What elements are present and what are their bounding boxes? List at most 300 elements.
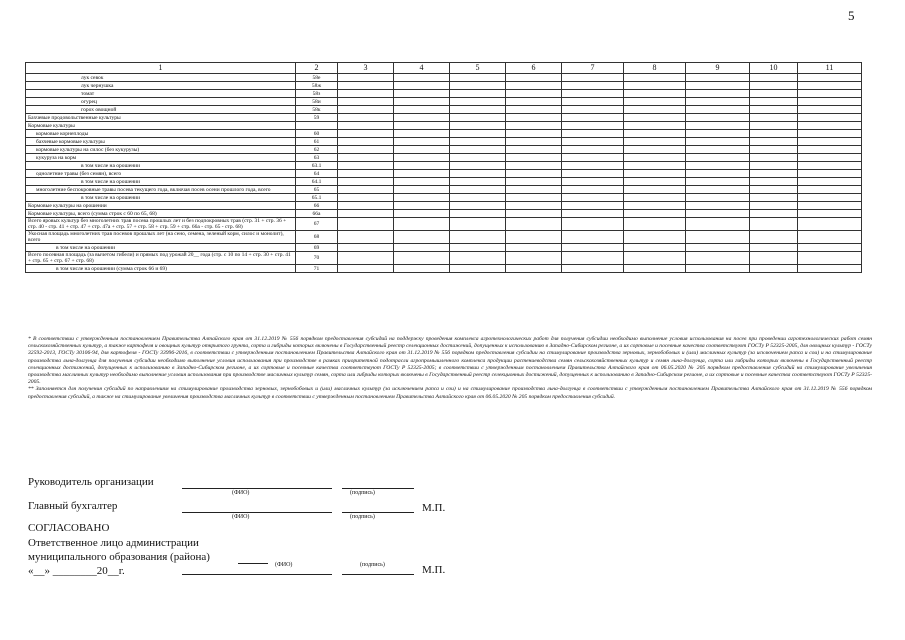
data-cell[interactable] (624, 106, 686, 114)
data-cell[interactable] (686, 122, 750, 130)
data-cell[interactable] (624, 202, 686, 210)
data-cell[interactable] (798, 178, 862, 186)
data-cell[interactable] (450, 186, 506, 194)
data-cell[interactable] (394, 90, 450, 98)
stamp-mark: М.П. (422, 502, 446, 514)
row-code: 66 (296, 202, 338, 210)
data-cell[interactable] (798, 90, 862, 98)
data-cell[interactable] (624, 244, 686, 252)
data-cell[interactable] (338, 154, 394, 162)
row-name: огурец (26, 98, 296, 106)
data-cell[interactable] (750, 90, 798, 98)
data-cell[interactable] (750, 122, 798, 130)
row-code: 64.1 (296, 178, 338, 186)
data-cell[interactable] (394, 178, 450, 186)
row-name: горох овощной (26, 106, 296, 114)
data-cell[interactable] (506, 170, 562, 178)
data-cell[interactable] (750, 265, 798, 273)
data-cell[interactable] (338, 244, 394, 252)
chief-accountant-label: Главный бухгалтер (28, 500, 118, 512)
data-cell[interactable] (798, 154, 862, 162)
table-row (26, 146, 862, 154)
data-cell[interactable] (750, 170, 798, 178)
data-cell[interactable] (686, 114, 750, 122)
data-cell[interactable] (686, 231, 750, 244)
data-cell[interactable] (686, 252, 750, 265)
row-code: 58е (296, 74, 338, 82)
data-cell[interactable] (686, 146, 750, 154)
data-cell[interactable] (686, 138, 750, 146)
data-cell[interactable] (506, 154, 562, 162)
data-cell[interactable] (394, 162, 450, 170)
table-row (26, 82, 862, 90)
data-cell[interactable] (506, 82, 562, 90)
data-cell[interactable] (798, 146, 862, 154)
table-row (26, 210, 862, 218)
data-cell[interactable] (798, 202, 862, 210)
data-cell[interactable] (798, 138, 862, 146)
data-cell[interactable] (686, 106, 750, 114)
data-cell[interactable] (338, 178, 394, 186)
data-cell[interactable] (624, 231, 686, 244)
data-cell[interactable] (506, 106, 562, 114)
data-cell[interactable] (450, 130, 506, 138)
accountant-fio-caption: (ФИО) (232, 514, 250, 520)
data-cell[interactable] (506, 130, 562, 138)
data-cell[interactable] (338, 210, 394, 218)
data-cell[interactable] (562, 74, 624, 82)
data-cell[interactable] (394, 82, 450, 90)
data-cell[interactable] (798, 74, 862, 82)
municipality-line (238, 563, 268, 564)
row-code: 61 (296, 138, 338, 146)
row-code: 65 (296, 186, 338, 194)
data-cell[interactable] (394, 154, 450, 162)
data-cell[interactable] (394, 265, 450, 273)
data-cell[interactable] (562, 186, 624, 194)
data-cell[interactable] (394, 244, 450, 252)
row-name: Кормовые культуры (26, 122, 296, 130)
data-cell[interactable] (506, 231, 562, 244)
data-cell[interactable] (624, 130, 686, 138)
data-cell[interactable] (338, 82, 394, 90)
column-header: 2 (296, 63, 338, 74)
column-header: 10 (750, 63, 798, 74)
data-cell[interactable] (562, 154, 624, 162)
data-cell[interactable] (394, 138, 450, 146)
table-row (26, 162, 862, 170)
data-cell[interactable] (686, 82, 750, 90)
data-cell[interactable] (562, 252, 624, 265)
data-cell[interactable] (750, 82, 798, 90)
row-name: Всего посевная площадь (за вычетом гибели) и прямых под урожай 20__ года (стр. с 10 по 14 + стр. 30 + стр. 41 + стр. 65 + стр. 67 + стр. 68) (26, 252, 296, 265)
data-cell[interactable] (562, 106, 624, 114)
data-cell[interactable] (798, 231, 862, 244)
data-cell[interactable] (624, 218, 686, 231)
table-row (26, 170, 862, 178)
table-row (26, 194, 862, 202)
data-cell[interactable] (506, 194, 562, 202)
head-fio-caption: (ФИО) (232, 490, 250, 496)
row-name: томат (26, 90, 296, 98)
data-cell[interactable] (686, 265, 750, 273)
data-cell[interactable] (624, 210, 686, 218)
page-number: 5 (848, 8, 855, 23)
data-cell[interactable] (506, 114, 562, 122)
data-cell[interactable] (750, 114, 798, 122)
data-cell[interactable] (338, 114, 394, 122)
data-cell[interactable] (450, 82, 506, 90)
data-cell[interactable] (562, 170, 624, 178)
data-cell[interactable] (450, 252, 506, 265)
data-cell[interactable] (338, 170, 394, 178)
head-signature-line (342, 488, 414, 489)
table-row (26, 122, 862, 130)
row-name: многолетние беспокровные травы посева текущего года, включая посев осени прошлого года, всего (26, 186, 296, 194)
agreed-label: СОГЛАСОВАНО (28, 522, 110, 534)
responsible-label: Ответственное лицо администрации (28, 537, 199, 549)
data-cell[interactable] (506, 138, 562, 146)
data-cell[interactable] (394, 74, 450, 82)
date-line: «__» ________20__г. (28, 565, 125, 577)
data-cell[interactable] (798, 122, 862, 130)
data-cell[interactable] (338, 90, 394, 98)
data-cell[interactable] (394, 202, 450, 210)
data-cell[interactable] (450, 244, 506, 252)
data-cell[interactable] (562, 82, 624, 90)
data-cell[interactable] (450, 122, 506, 130)
column-header: 11 (798, 63, 862, 74)
data-cell[interactable] (750, 218, 798, 231)
data-cell[interactable] (394, 122, 450, 130)
footnote-1: * В соответствии с утвержденным постановлением Правительства Алтайского края от 31.12.2019 № 556 порядком предоставления субсидий на поддержку проведения комплекса агротехнологических работ для получения субсидии необходимо выполнение условия использования на посев при проведении агротехнологических работ семян сельскохозяйственных культур, а также картофеля и овощных культур открытого грунта, сорта и гибриды которых включены в Государственный реестр селекционных достижений, допущенных к использованию в Западно-Сибирском регионе, а их сортовые и посевные качества соответствуют ГОСТу Р 52325-2005, для овощных культур - ГОСТу 32592-2013, ГОСТу 30106-94, для картофеля - ГОСТу 33996-2016, в соответствии с утвержденным постановлением Правительства Алтайского края от 31.12.2019 № 556 порядком предоставления субсидии на стимулирование производства зерновых, зернобобовых и (или) масличных культур (за исключением рапса и сои) и на стимулирование производства льна-долгунца для получения субсидии необходимо выполнение условия использования при производстве в рамках приоритетной подотрасли агропромышленного комплекса продукции растениеводства семян сельскохозяйственных культур и семян льна-долгунца, сорта или гибриды которых включены в Государственный реестр селекционных достижений, допущенных к использованию в Западно-Сибирском регионе, а их сортовые и посевные качества соответствуют ГОСТу Р 52325-2005; в соответствии с утвержденным постановлением Правительства Алтайского края от 06.05.2020 № 205 порядком предоставления субсидий на стимулирование увеличения производства масличных культур необходимо выполнение условия использования при производстве масличных культур семян, сорта или гибриды которых включены в Государственный реестр селекционных достижений, допущенных к использованию в Западно-Сибирском регионе, а их сортовые и посевные качества соответствуют ГОСТу Р 52325-2005. (28, 336, 872, 386)
data-cell[interactable] (338, 231, 394, 244)
data-cell[interactable] (394, 218, 450, 231)
data-cell[interactable] (394, 98, 450, 106)
data-cell[interactable] (562, 122, 624, 130)
data-cell[interactable] (338, 122, 394, 130)
data-cell[interactable] (750, 210, 798, 218)
data-cell[interactable] (450, 138, 506, 146)
data-cell[interactable] (450, 194, 506, 202)
data-cell[interactable] (798, 218, 862, 231)
row-code: 68 (296, 231, 338, 244)
data-cell[interactable] (394, 252, 450, 265)
data-cell[interactable] (750, 146, 798, 154)
data-cell[interactable] (562, 98, 624, 106)
table-row (26, 74, 862, 82)
data-cell[interactable] (750, 202, 798, 210)
data-cell[interactable] (750, 194, 798, 202)
data-cell[interactable] (506, 90, 562, 98)
data-cell[interactable] (686, 170, 750, 178)
footnotes (28, 336, 872, 401)
data-cell[interactable] (450, 146, 506, 154)
data-cell[interactable] (798, 194, 862, 202)
data-cell[interactable] (394, 194, 450, 202)
data-cell[interactable] (686, 90, 750, 98)
data-cell[interactable] (338, 218, 394, 231)
data-cell[interactable] (338, 265, 394, 273)
row-code: 65.1 (296, 194, 338, 202)
data-cell[interactable] (338, 74, 394, 82)
data-cell[interactable] (686, 218, 750, 231)
data-cell[interactable] (624, 162, 686, 170)
data-cell[interactable] (624, 178, 686, 186)
accountant-signature-line (342, 512, 414, 513)
data-cell[interactable] (506, 265, 562, 273)
data-cell[interactable] (750, 231, 798, 244)
data-cell[interactable] (338, 138, 394, 146)
row-code: 58ж (296, 82, 338, 90)
data-cell[interactable] (686, 178, 750, 186)
responsible-fio-line (182, 574, 332, 575)
row-code: 62 (296, 146, 338, 154)
row-code: 63.1 (296, 162, 338, 170)
row-name: в том числе на орошении (26, 178, 296, 186)
data-cell[interactable] (338, 98, 394, 106)
table-row (26, 186, 862, 194)
data-cell[interactable] (798, 265, 862, 273)
data-cell[interactable] (798, 210, 862, 218)
data-cell[interactable] (798, 170, 862, 178)
data-cell[interactable] (338, 146, 394, 154)
table-row (26, 138, 862, 146)
row-name: в том числе на орошении (26, 194, 296, 202)
row-code: 60 (296, 130, 338, 138)
data-cell[interactable] (450, 74, 506, 82)
table-header-row (26, 63, 862, 74)
data-cell[interactable] (394, 146, 450, 154)
data-cell[interactable] (624, 122, 686, 130)
table-row (26, 202, 862, 210)
table-row (26, 106, 862, 114)
data-cell[interactable] (750, 154, 798, 162)
data-cell[interactable] (624, 82, 686, 90)
data-cell[interactable] (450, 218, 506, 231)
data-cell[interactable] (624, 90, 686, 98)
data-cell[interactable] (450, 178, 506, 186)
data-cell[interactable] (686, 186, 750, 194)
data-cell[interactable] (624, 265, 686, 273)
head-signature-caption: (подпись) (350, 490, 375, 496)
data-cell[interactable] (686, 210, 750, 218)
data-cell[interactable] (686, 98, 750, 106)
data-cell[interactable] (798, 106, 862, 114)
row-code: 69 (296, 244, 338, 252)
data-cell[interactable] (798, 130, 862, 138)
data-cell[interactable] (506, 178, 562, 186)
data-cell[interactable] (562, 218, 624, 231)
row-name: в том числе на орошении (26, 162, 296, 170)
data-cell[interactable] (394, 210, 450, 218)
data-cell[interactable] (450, 90, 506, 98)
data-cell[interactable] (750, 74, 798, 82)
table-row (26, 114, 862, 122)
column-header: 4 (394, 63, 450, 74)
municipality-label: муниципального образования (района) (28, 551, 210, 563)
data-cell[interactable] (562, 194, 624, 202)
data-cell[interactable] (562, 146, 624, 154)
data-cell[interactable] (798, 252, 862, 265)
data-cell[interactable] (506, 218, 562, 231)
data-cell[interactable] (450, 202, 506, 210)
data-cell[interactable] (338, 162, 394, 170)
data-cell[interactable] (750, 178, 798, 186)
row-code: 58з (296, 90, 338, 98)
data-cell[interactable] (450, 210, 506, 218)
footnote-2: ** Заполняется для получения субсидий по направлениям на стимулирование производства зерновых, зернобобовых и (или) масличных культур (за исключением рапса и сои) и на стимулирование производства льна-долгунца в соответствии с утвержденным постановлением Правительства Алтайского края от 31.12.2019 № 556 порядком предоставления субсидий, а также на стимулирование увеличения производства масличных культур в соответствии с утвержденным постановлением Правительства Алтайского края от 06.05.2020 № 205 порядком предоставления субсидий. (28, 386, 872, 400)
data-cell[interactable] (506, 122, 562, 130)
data-cell[interactable] (624, 252, 686, 265)
row-name: однолетние травы (без семян), всего (26, 170, 296, 178)
table-row (26, 90, 862, 98)
table-row (26, 178, 862, 186)
data-cell[interactable] (624, 114, 686, 122)
data-cell[interactable] (562, 178, 624, 186)
column-header: 7 (562, 63, 624, 74)
data-cell[interactable] (506, 98, 562, 106)
data-cell[interactable] (394, 130, 450, 138)
accountant-signature-caption: (подпись) (350, 514, 375, 520)
data-cell[interactable] (750, 186, 798, 194)
data-cell[interactable] (624, 194, 686, 202)
row-code: 66а (296, 210, 338, 218)
row-name: кормовые корнеплоды (26, 130, 296, 138)
data-cell[interactable] (750, 244, 798, 252)
table-row (26, 98, 862, 106)
row-name: Укосная площадь многолетних трав посевов прошлых лет (на сено, семена, зеленый корм, силос и монолит), всего (26, 231, 296, 244)
data-cell[interactable] (624, 170, 686, 178)
data-cell[interactable] (624, 146, 686, 154)
data-cell[interactable] (506, 162, 562, 170)
data-cell[interactable] (686, 74, 750, 82)
row-name: в том числе на орошении (сумма строк 66 и 69) (26, 265, 296, 273)
data-cell[interactable] (394, 231, 450, 244)
data-cell[interactable] (450, 162, 506, 170)
data-cell[interactable] (450, 98, 506, 106)
data-cell[interactable] (338, 194, 394, 202)
column-header: 3 (338, 63, 394, 74)
row-name: Кормовые культуры на орошении (26, 202, 296, 210)
data-cell[interactable] (562, 202, 624, 210)
data-cell[interactable] (750, 252, 798, 265)
data-cell[interactable] (750, 138, 798, 146)
data-cell[interactable] (562, 162, 624, 170)
data-cell[interactable] (506, 252, 562, 265)
data-cell[interactable] (798, 82, 862, 90)
data-cell[interactable] (624, 98, 686, 106)
row-code: 58и (296, 98, 338, 106)
data-cell[interactable] (798, 114, 862, 122)
data-cell[interactable] (562, 244, 624, 252)
data-cell[interactable] (750, 162, 798, 170)
data-cell[interactable] (506, 202, 562, 210)
row-name: лук севок (26, 74, 296, 82)
accountant-fio-line (182, 512, 332, 513)
data-cell[interactable] (394, 114, 450, 122)
table-row (26, 265, 862, 273)
data-cell[interactable] (506, 186, 562, 194)
data-cell[interactable] (750, 98, 798, 106)
data-cell[interactable] (686, 244, 750, 252)
data-cell[interactable] (338, 202, 394, 210)
row-code: 70 (296, 252, 338, 265)
data-cell[interactable] (750, 130, 798, 138)
data-cell[interactable] (562, 114, 624, 122)
row-name: кормовые культуры на силос (без кукурузы) (26, 146, 296, 154)
data-cell[interactable] (624, 154, 686, 162)
data-cell[interactable] (450, 265, 506, 273)
data-cell[interactable] (686, 194, 750, 202)
head-label: Руководитель организации (28, 476, 154, 488)
data-cell[interactable] (338, 106, 394, 114)
data-cell[interactable] (624, 74, 686, 82)
data-cell[interactable] (624, 186, 686, 194)
data-cell[interactable] (750, 106, 798, 114)
data-cell[interactable] (686, 154, 750, 162)
head-fio-line (182, 488, 332, 489)
data-cell[interactable] (798, 162, 862, 170)
row-code: 63 (296, 154, 338, 162)
data-cell[interactable] (562, 138, 624, 146)
data-cell[interactable] (450, 154, 506, 162)
data-cell[interactable] (686, 202, 750, 210)
table-row (26, 252, 862, 265)
table-row (26, 130, 862, 138)
row-name: Бахчевые продовольственные культуры (26, 114, 296, 122)
data-cell[interactable] (562, 130, 624, 138)
data-cell[interactable] (798, 244, 862, 252)
data-cell[interactable] (624, 138, 686, 146)
data-cell[interactable] (562, 231, 624, 244)
data-cell[interactable] (450, 170, 506, 178)
data-cell[interactable] (506, 244, 562, 252)
responsible-signature-line (342, 574, 414, 575)
data-cell[interactable] (798, 186, 862, 194)
data-cell[interactable] (338, 130, 394, 138)
table-row (26, 154, 862, 162)
data-cell[interactable] (562, 265, 624, 273)
data-cell[interactable] (450, 114, 506, 122)
data-cell[interactable] (686, 162, 750, 170)
row-name: в том числе на орошении (26, 244, 296, 252)
data-cell[interactable] (562, 90, 624, 98)
data-cell[interactable] (338, 252, 394, 265)
data-cell[interactable] (450, 231, 506, 244)
stamp-mark-2: М.П. (422, 564, 446, 576)
data-cell[interactable] (506, 146, 562, 154)
data-cell[interactable] (686, 130, 750, 138)
data-cell[interactable] (394, 170, 450, 178)
row-code: 58к (296, 106, 338, 114)
data-cell[interactable] (450, 106, 506, 114)
column-header: 8 (624, 63, 686, 74)
row-name: бахчевые кормовые культуры (26, 138, 296, 146)
data-cell[interactable] (562, 210, 624, 218)
data-cell[interactable] (798, 98, 862, 106)
row-name: Кормовые культуры, всего (сумма строк с 60 по 65, 68) (26, 210, 296, 218)
responsible-signature-caption: (подпись) (360, 562, 385, 568)
row-name: Всего яровых культур без многолетних трав посева прошлых лет и без подпокровных трав (стр. 31 + стр. 36 + стр. 40 - стр. 41 + стр. 47 + стр. 47а + стр. 57 + стр. 58 + стр. 59 + стр. 66а - стр. 65 - стр. 68) (26, 218, 296, 231)
data-cell[interactable] (506, 210, 562, 218)
data-cell[interactable] (394, 186, 450, 194)
table-row (26, 231, 862, 244)
row-code (296, 122, 338, 130)
data-cell[interactable] (394, 106, 450, 114)
data-cell[interactable] (338, 186, 394, 194)
data-cell[interactable] (506, 74, 562, 82)
